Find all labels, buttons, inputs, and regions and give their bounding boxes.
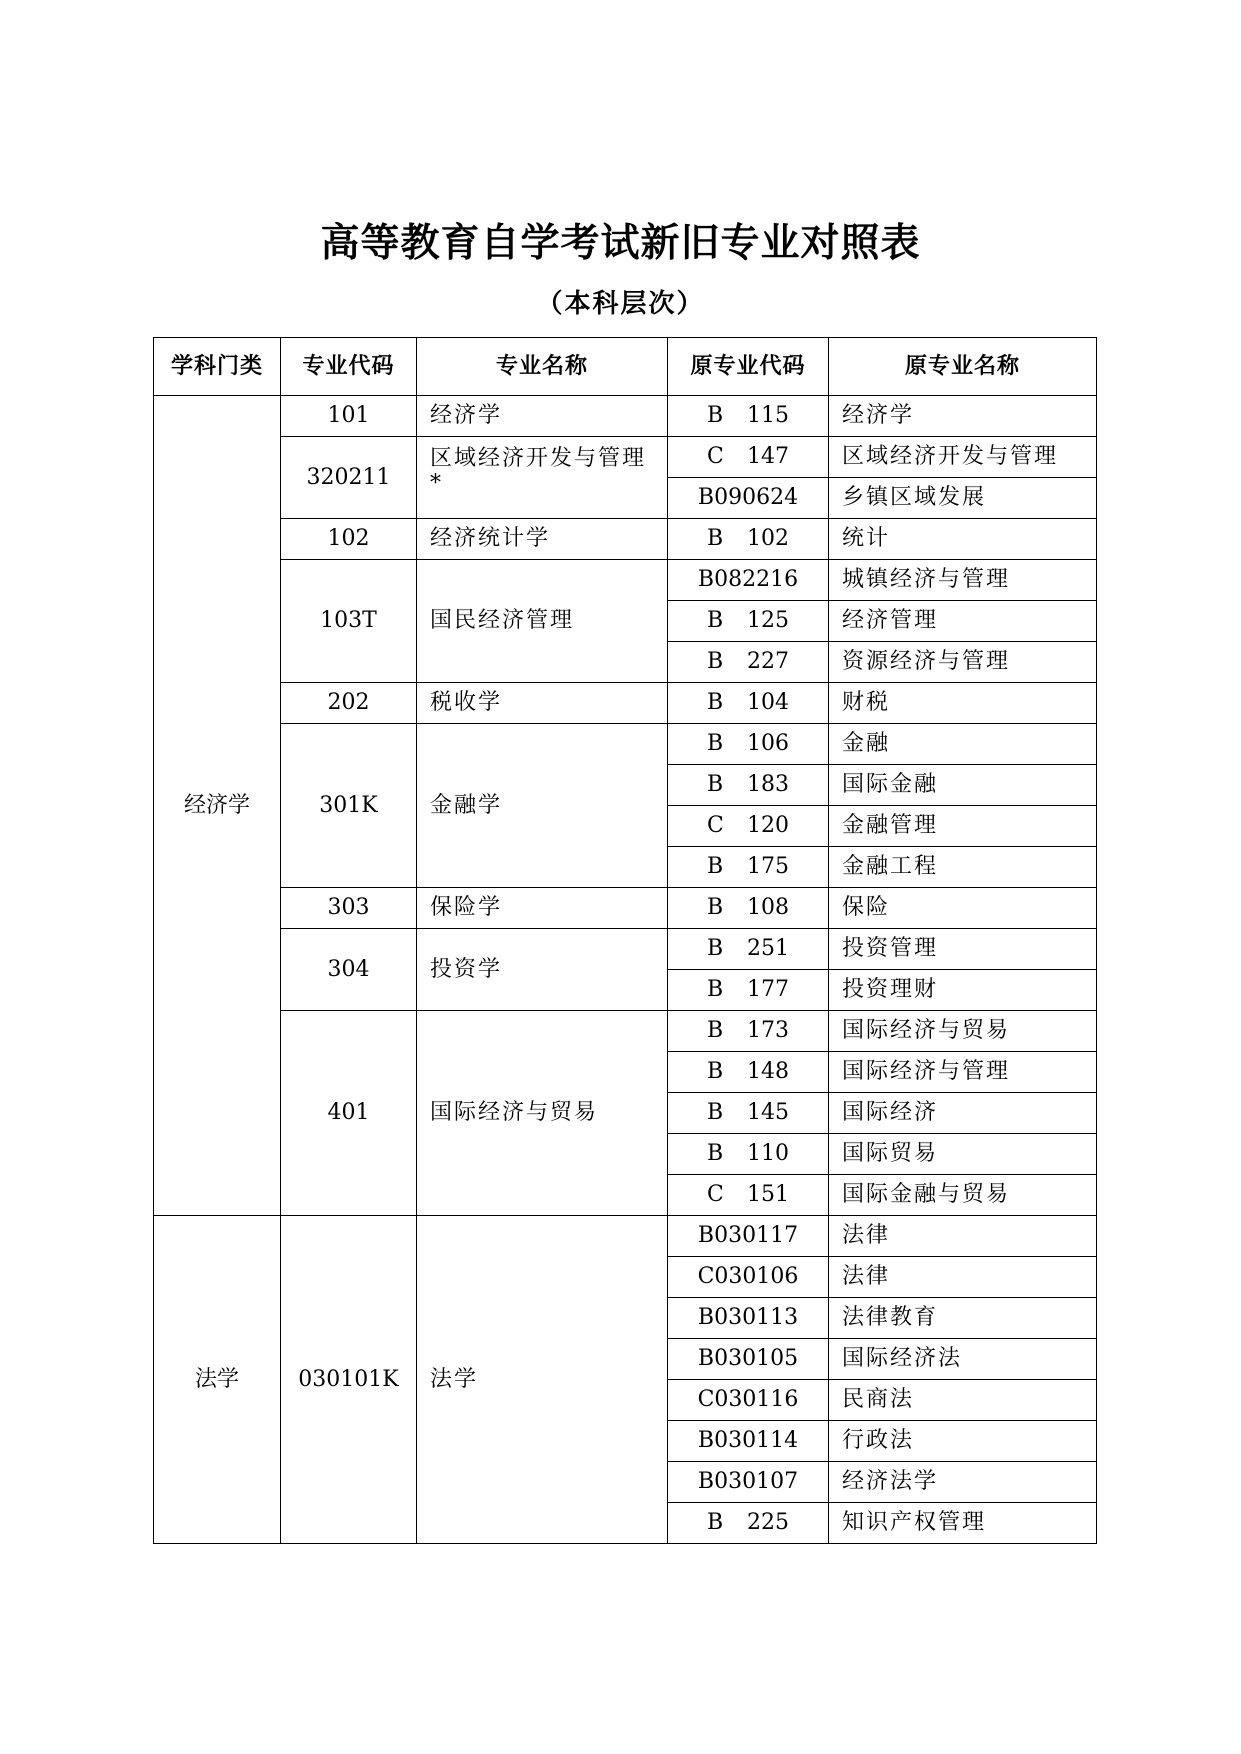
major-name-cell: 保险学 [417,888,668,929]
major-name-cell: 投资学 [417,929,668,1011]
header-major-code: 专业代码 [281,338,417,396]
old-major-code-number: 173 [747,1018,789,1044]
old-major-code-number: 125 [747,608,789,634]
major-code-cell: 304 [281,929,417,1011]
major-code-cell: 320211 [281,437,417,519]
old-major-name-cell: 法律 [829,1216,1097,1257]
old-major-code-number: 227 [747,649,789,675]
old-major-code-number: 145 [747,1100,789,1126]
old-major-code-prefix: B [707,1141,724,1167]
old-major-name-cell: 投资理财 [829,970,1097,1011]
major-name-cell: 国民经济管理 [417,560,668,683]
old-major-code-number: 104 [747,690,789,716]
old-major-code-prefix: C [707,444,724,470]
major-code-cell: 303 [281,888,417,929]
major-name-cell: 经济统计学 [417,519,668,560]
old-major-code-prefix: B [707,731,724,757]
old-major-code-prefix: B [707,403,724,429]
major-name-cell: 法学 [417,1216,668,1544]
old-major-code-number: 175 [747,854,789,880]
old-major-code-cell [668,642,829,683]
old-major-code-cell [668,970,829,1011]
old-major-name-cell: 法律 [829,1257,1097,1298]
old-major-code-cell [668,519,829,560]
old-major-name-cell: 国际经济法 [829,1339,1097,1380]
old-major-code-cell [668,929,829,970]
old-major-name-cell: 保险 [829,888,1097,929]
old-major-code-cell [668,765,829,806]
major-code-cell: 301K [281,724,417,888]
old-major-code-number: 151 [747,1182,789,1208]
header-major-name: 专业名称 [417,338,668,396]
old-major-name-cell: 国际金融与贸易 [829,1175,1097,1216]
category-cell: 经济学 [154,396,281,1216]
old-major-code-number: 147 [747,444,789,470]
table-row [154,519,1097,560]
table-row [154,437,1097,478]
major-name-cell: 区域经济开发与管理 * [417,437,668,519]
old-major-code-number: 108 [747,895,789,921]
old-major-code-prefix: B [707,854,724,880]
old-major-code-number: 110 [747,1141,789,1167]
old-major-code-cell [668,1052,829,1093]
old-major-code-cell [668,1421,829,1462]
old-major-code-cell [668,847,829,888]
page-subtitle: （本科层次） [536,289,705,319]
old-major-code-cell [668,601,829,642]
header-old-major-code: 原专业代码 [668,338,829,396]
old-major-code-number: 102 [747,526,789,552]
old-major-code-prefix: B [707,1100,724,1126]
old-major-name-cell: 经济管理 [829,601,1097,642]
old-major-code-prefix: B [707,526,724,552]
old-major-code: B030114 [697,1428,799,1454]
table-row [154,929,1097,970]
old-major-code-cell [668,1093,829,1134]
old-major-code: B090624 [697,485,799,511]
old-major-code-cell [668,1134,829,1175]
old-major-code-prefix: B [707,936,724,962]
header-old-major-name: 原专业名称 [829,338,1097,396]
major-name-cell: 税收学 [417,683,668,724]
old-major-code-number: 177 [747,977,789,1003]
old-major-code-prefix: C [707,813,724,839]
old-major-name-cell: 金融管理 [829,806,1097,847]
old-major-code-cell [668,1216,829,1257]
old-major-code-cell [668,683,829,724]
old-major-name-cell: 金融 [829,724,1097,765]
old-major-code-number: 120 [747,813,789,839]
old-major-code-cell [668,888,829,929]
old-major-code-prefix: B [707,977,724,1003]
major-code-cell: 101 [281,396,417,437]
table-row [154,724,1097,765]
major-code-cell: 202 [281,683,417,724]
old-major-code-cell [668,478,829,519]
major-name-cell: 经济学 [417,396,668,437]
old-major-name-cell: 财税 [829,683,1097,724]
old-major-code-cell [668,724,829,765]
category-cell: 法学 [154,1216,281,1544]
table-row [154,683,1097,724]
old-major-code-prefix: B [707,690,724,716]
old-major-name-cell: 城镇经济与管理 [829,560,1097,601]
old-major-name-cell: 行政法 [829,1421,1097,1462]
old-major-name-cell: 民商法 [829,1380,1097,1421]
header-category: 学科门类 [154,338,281,396]
old-major-code-cell [668,1503,829,1544]
old-major-code-number: 106 [747,731,789,757]
old-major-name-cell: 经济学 [829,396,1097,437]
old-major-code-cell [668,1257,829,1298]
old-major-code-cell [668,1339,829,1380]
old-major-name-cell: 区域经济开发与管理 [829,437,1097,478]
old-major-code-prefix: B [707,1018,724,1044]
major-code-cell: 030101K [281,1216,417,1544]
old-major-code-cell [668,560,829,601]
old-major-name-cell: 投资管理 [829,929,1097,970]
old-major-name-cell: 国际经济与贸易 [829,1011,1097,1052]
old-major-code: B030105 [697,1346,799,1372]
old-major-name-cell: 法律教育 [829,1298,1097,1339]
old-major-name-cell: 资源经济与管理 [829,642,1097,683]
table-row [154,560,1097,601]
old-major-code-number: 225 [747,1510,789,1536]
old-major-code-cell [668,396,829,437]
major-code-cell: 102 [281,519,417,560]
old-major-code-number: 183 [747,772,789,798]
table-row [154,1216,1097,1257]
old-major-code-prefix: B [707,1510,724,1536]
old-major-code-cell [668,1011,829,1052]
old-major-code-cell [668,806,829,847]
old-major-code-cell [668,1175,829,1216]
old-major-name-cell: 金融工程 [829,847,1097,888]
old-major-code: B030117 [697,1223,799,1249]
old-major-code-cell [668,1298,829,1339]
old-major-code-prefix: B [707,895,724,921]
table-row [154,1011,1097,1052]
old-major-code-cell [668,1380,829,1421]
old-major-code-number: 148 [747,1059,789,1085]
page-title: 高等教育自学考试新旧专业对照表 [320,220,921,266]
old-major-name-cell: 经济法学 [829,1462,1097,1503]
old-major-code-prefix: B [707,649,724,675]
old-major-name-cell: 国际贸易 [829,1134,1097,1175]
old-major-name-cell: 国际经济 [829,1093,1097,1134]
old-major-code-prefix: C [707,1182,724,1208]
old-major-code-prefix: B [707,1059,724,1085]
old-major-name-cell: 乡镇区域发展 [829,478,1097,519]
old-major-name-cell: 知识产权管理 [829,1503,1097,1544]
table-header-row [154,338,1097,396]
old-major-code-number: 115 [747,403,789,429]
old-major-name-cell: 国际金融 [829,765,1097,806]
old-major-code-cell [668,437,829,478]
old-major-code-cell [668,1462,829,1503]
major-code-cell: 401 [281,1011,417,1216]
old-major-code-number: 251 [747,936,789,962]
old-major-code-prefix: B [707,772,724,798]
table-row [154,888,1097,929]
old-major-name-cell: 统计 [829,519,1097,560]
old-major-code: B082216 [697,567,799,593]
table-row [154,396,1097,437]
old-major-code: C030106 [697,1264,799,1290]
major-name-cell: 国际经济与贸易 [417,1011,668,1216]
major-comparison-table [153,337,1097,1544]
major-code-cell: 103T [281,560,417,683]
old-major-code-prefix: B [707,608,724,634]
old-major-name-cell: 国际经济与管理 [829,1052,1097,1093]
major-name-cell: 金融学 [417,724,668,888]
old-major-code: C030116 [697,1387,799,1413]
old-major-code: B030107 [697,1469,799,1495]
old-major-code: B030113 [697,1305,799,1331]
